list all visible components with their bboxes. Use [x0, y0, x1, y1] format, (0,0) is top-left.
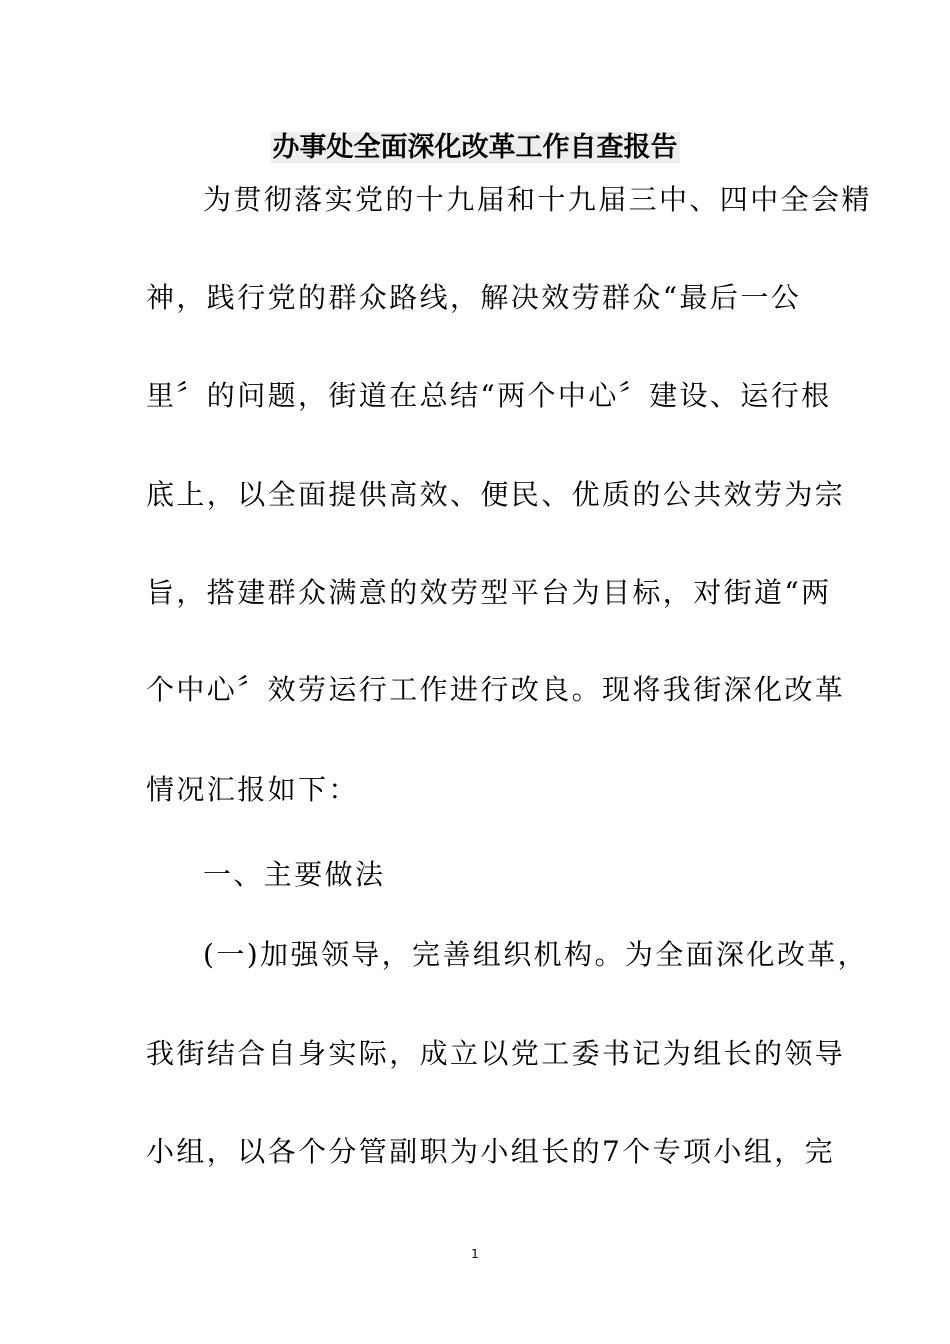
- section-heading-1: 一、主要做法: [203, 858, 386, 891]
- paragraph-line-9: 我街结合自身实际，成立以党工委书记为组长的领导: [146, 1037, 846, 1070]
- paragraph-line-2: 神，践行党的群众路线，解决效劳群众“最后一公: [146, 281, 802, 314]
- paragraph-line-8: (一)加强领导，完善组织机构。为全面深化改革，: [203, 938, 869, 971]
- paragraph-line-3: 里〞的问题，街道在总结“两个中心〞建设、运行根: [146, 379, 832, 412]
- paragraph-line-6: 个中心〞效劳运行工作进行改良。现将我街深化改革: [146, 673, 846, 706]
- paragraph-line-1: 为贯彻落实党的十九届和十九届三中、四中全会精: [203, 183, 872, 216]
- document-title-text: 办事处全面深化改革工作自查报告: [272, 132, 678, 163]
- paragraph-line-5: 旨，搭建群众满意的效劳型平台为目标，对街道“两: [146, 576, 832, 609]
- paragraph-line-4: 底上，以全面提供高效、便民、优质的公共效劳为宗: [146, 478, 846, 511]
- document-title: [0, 128, 950, 168]
- paragraph-line-7: 情况汇报如下：: [146, 773, 359, 806]
- page-number: 1: [471, 1247, 479, 1261]
- paragraph-line-10: 小组，以各个分管副职为小组长的7个专项小组，完: [146, 1135, 836, 1168]
